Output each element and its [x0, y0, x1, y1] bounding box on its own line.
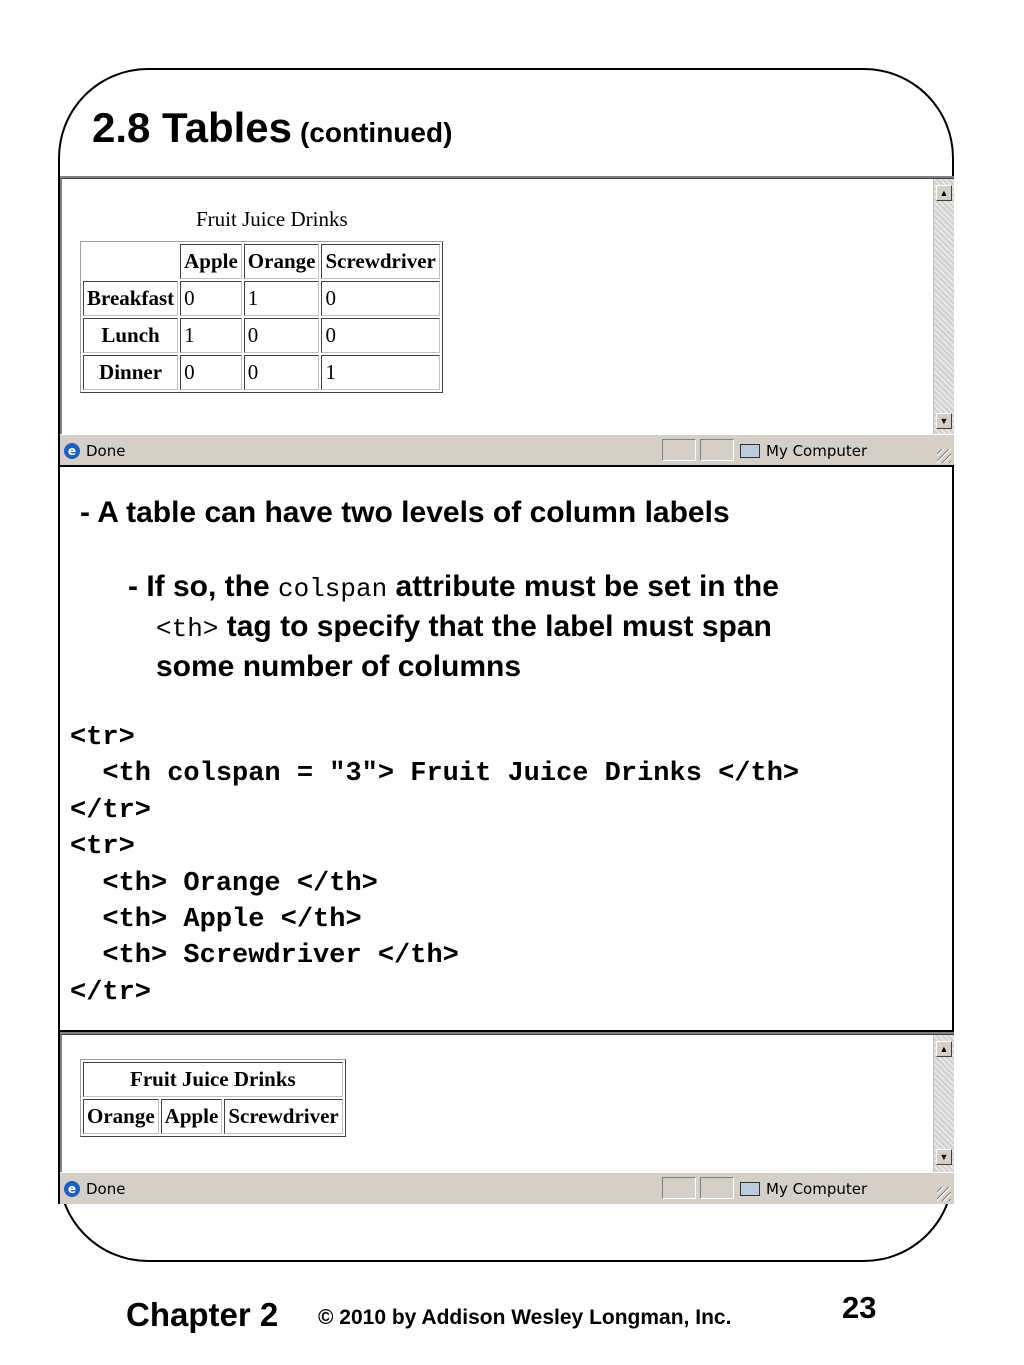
code-block: [70, 720, 799, 1011]
security-zone: [740, 1180, 867, 1198]
code-line: <th> Screwdriver </th>: [70, 941, 459, 972]
code-line: <tr>: [70, 832, 135, 863]
column-header: Apple: [161, 1099, 223, 1134]
table-cell: 1: [244, 281, 320, 316]
code-line: </tr>: [70, 795, 152, 826]
bullet-text-1: - A table can have two levels of column labels: [80, 496, 730, 529]
table-cell: 1: [321, 355, 439, 390]
table-row: [83, 244, 440, 279]
bullet-text-2: [128, 568, 918, 686]
inline-code-th: <th>: [156, 614, 219, 644]
resize-grip-icon[interactable]: [937, 1187, 951, 1201]
table-cell: 0: [180, 355, 242, 390]
row-header: Dinner: [83, 355, 178, 390]
table-cell: 0: [180, 281, 242, 316]
status-panel: [662, 1177, 696, 1199]
scroll-up-button[interactable]: ▲: [936, 185, 952, 201]
footer-page-number: 23: [842, 1290, 877, 1325]
column-header: Screwdriver: [321, 244, 439, 279]
code-line: <tr>: [70, 723, 135, 753]
fruit-juice-table-1: [80, 241, 443, 393]
fruit-juice-table-2: [80, 1059, 346, 1137]
zone-text: My Computer: [766, 442, 868, 460]
table-cell: 0: [321, 318, 439, 353]
status-done: [64, 442, 125, 460]
status-text: Done: [86, 1180, 126, 1198]
resize-grip-icon[interactable]: [937, 449, 951, 463]
status-panel: [662, 439, 696, 461]
status-panel: [700, 1177, 734, 1199]
bullet2-text: - If so, the: [128, 570, 278, 603]
slide-title-sub: (continued): [300, 117, 453, 148]
footer-copyright: © 2010 by Addison Wesley Longman, Inc.: [318, 1306, 732, 1329]
slide-title-main: 2.8 Tables: [92, 104, 292, 151]
table-cell: 0: [244, 318, 320, 353]
table-row: [83, 318, 440, 353]
ie-page-icon: e: [64, 443, 80, 459]
table-row: [83, 1099, 343, 1134]
browser-window-1: [60, 176, 954, 466]
vertical-scrollbar[interactable]: [933, 1035, 954, 1173]
column-header: Apple: [180, 244, 242, 279]
footer-chapter: Chapter 2: [126, 1296, 279, 1333]
code-line: </tr>: [70, 977, 152, 1008]
bullet2-text: attribute must be set in the: [387, 570, 779, 603]
table-row: [83, 281, 440, 316]
scroll-up-button[interactable]: ▲: [936, 1041, 952, 1057]
code-line: <th> Orange </th>: [70, 868, 378, 899]
table-cell: 0: [244, 355, 320, 390]
status-panel: [700, 439, 734, 461]
table-cell: 1: [180, 318, 242, 353]
status-text: Done: [86, 442, 126, 460]
bullet2-text: tag to specify that the label must span: [218, 610, 772, 643]
column-header: Screwdriver: [224, 1099, 342, 1134]
span-header: Fruit Juice Drinks: [83, 1062, 343, 1097]
table-row: [83, 1062, 343, 1097]
table-corner-cell: [83, 244, 178, 279]
my-computer-icon: [740, 1182, 760, 1196]
slide-title: [92, 104, 452, 152]
browser-window-2: [60, 1032, 954, 1204]
vertical-scrollbar[interactable]: [933, 179, 954, 435]
bullet2-line: [128, 608, 918, 648]
scroll-down-button[interactable]: ▼: [936, 1149, 952, 1165]
table-cell: 0: [321, 281, 439, 316]
row-header: Lunch: [83, 318, 178, 353]
inline-code-colspan: colspan: [278, 574, 388, 604]
status-done: [64, 1180, 125, 1198]
bullet2-line: some number of columns: [156, 650, 522, 683]
column-header: Orange: [244, 244, 320, 279]
ie-page-icon: e: [64, 1181, 80, 1197]
code-line: <th> Apple </th>: [70, 905, 362, 936]
column-header: Orange: [83, 1099, 159, 1134]
my-computer-icon: [740, 444, 760, 458]
browser-viewport-1: [60, 178, 954, 434]
code-line: <th colspan = "3"> Fruit Juice Drinks </th>: [70, 759, 800, 790]
zone-text: My Computer: [766, 1180, 868, 1198]
table-row: [83, 355, 440, 390]
status-bar: [60, 1172, 954, 1204]
security-zone: [740, 442, 867, 460]
table1-caption: Fruit Juice Drinks: [196, 207, 348, 231]
divider-line: [58, 465, 954, 467]
row-header: Breakfast: [83, 281, 178, 316]
status-bar: [60, 434, 954, 466]
browser-viewport-2: [60, 1034, 954, 1172]
scroll-down-button[interactable]: ▼: [936, 413, 952, 429]
